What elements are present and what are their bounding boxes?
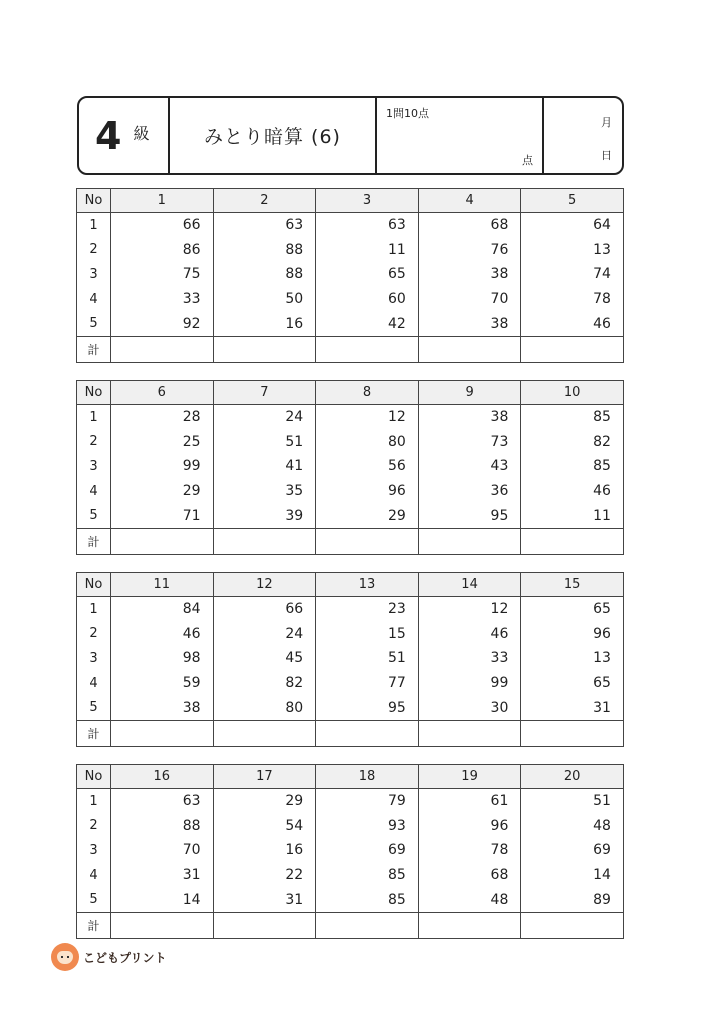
addend-value: 43: [418, 454, 521, 479]
row-number: 1: [77, 789, 111, 814]
no-header: No: [77, 189, 111, 213]
table-row: [77, 503, 624, 528]
addend-value: 78: [521, 287, 624, 312]
total-row: [77, 720, 624, 746]
addend-value: 48: [418, 887, 521, 912]
addend-value: 31: [213, 887, 316, 912]
answer-input-cell[interactable]: [521, 336, 624, 362]
table-row: [77, 287, 624, 312]
table-row: [77, 597, 624, 622]
addend-value: 96: [521, 622, 624, 647]
addend-value: 13: [521, 238, 624, 263]
row-number: 4: [77, 479, 111, 504]
table-row: [77, 454, 624, 479]
addend-value: 61: [418, 789, 521, 814]
addend-value: 85: [521, 454, 624, 479]
addend-value: 28: [111, 405, 214, 430]
row-number: 2: [77, 814, 111, 839]
problem-table-4: [76, 764, 624, 939]
grade-cell: [79, 98, 170, 173]
total-row: [77, 912, 624, 938]
addend-value: 46: [521, 479, 624, 504]
addend-value: 63: [111, 789, 214, 814]
addend-value: 68: [418, 213, 521, 238]
row-number: 5: [77, 311, 111, 336]
total-row: [77, 336, 624, 362]
total-label: 計: [77, 912, 111, 938]
month-label: 月: [601, 116, 612, 129]
addend-value: 38: [418, 262, 521, 287]
addend-value: 14: [111, 887, 214, 912]
addend-value: 88: [213, 262, 316, 287]
addend-value: 99: [418, 671, 521, 696]
addend-value: 11: [521, 503, 624, 528]
row-number: 3: [77, 838, 111, 863]
answer-input-cell[interactable]: [521, 528, 624, 554]
row-number: 4: [77, 863, 111, 888]
answer-input-cell[interactable]: [111, 912, 214, 938]
no-header: No: [77, 381, 111, 405]
row-number: 3: [77, 262, 111, 287]
addend-value: 88: [111, 814, 214, 839]
addend-value: 29: [111, 479, 214, 504]
addend-value: 29: [213, 789, 316, 814]
question-number-header: 4: [418, 189, 521, 213]
problem-table-3: [76, 572, 624, 747]
brand-logo: [51, 943, 167, 971]
addend-value: 12: [316, 405, 419, 430]
table-row: [77, 262, 624, 287]
answer-input-cell[interactable]: [111, 720, 214, 746]
row-number: 5: [77, 503, 111, 528]
question-number-header: 3: [316, 189, 419, 213]
addend-value: 39: [213, 503, 316, 528]
addend-value: 23: [316, 597, 419, 622]
addend-value: 29: [316, 503, 419, 528]
question-number-header: 16: [111, 765, 214, 789]
question-number-header: 15: [521, 573, 624, 597]
addend-value: 85: [316, 887, 419, 912]
addend-value: 33: [111, 287, 214, 312]
question-number-header: 2: [213, 189, 316, 213]
addend-value: 66: [213, 597, 316, 622]
addend-value: 15: [316, 622, 419, 647]
addend-value: 36: [418, 479, 521, 504]
addend-value: 68: [418, 863, 521, 888]
table-row: [77, 311, 624, 336]
row-number: 4: [77, 287, 111, 312]
addend-value: 22: [213, 863, 316, 888]
question-number-header: 11: [111, 573, 214, 597]
answer-input-cell[interactable]: [316, 528, 419, 554]
addend-value: 63: [316, 213, 419, 238]
question-number-header: 1: [111, 189, 214, 213]
addend-value: 63: [213, 213, 316, 238]
addend-value: 60: [316, 287, 419, 312]
answer-input-cell[interactable]: [316, 912, 419, 938]
answer-input-cell[interactable]: [111, 336, 214, 362]
addend-value: 16: [213, 311, 316, 336]
addend-value: 51: [316, 646, 419, 671]
table-row: [77, 838, 624, 863]
total-label: 計: [77, 528, 111, 554]
question-number-header: 9: [418, 381, 521, 405]
addend-value: 95: [418, 503, 521, 528]
addend-value: 82: [213, 671, 316, 696]
addend-value: 46: [418, 622, 521, 647]
answer-input-cell[interactable]: [316, 336, 419, 362]
table-row: [77, 671, 624, 696]
table-row: [77, 646, 624, 671]
addend-value: 30: [418, 695, 521, 720]
score-label: 1問10点: [386, 107, 429, 120]
row-number: 1: [77, 405, 111, 430]
addend-value: 66: [111, 213, 214, 238]
table-row: [77, 405, 624, 430]
answer-input-cell[interactable]: [521, 912, 624, 938]
addend-value: 76: [418, 238, 521, 263]
addend-value: 51: [521, 789, 624, 814]
row-number: 2: [77, 622, 111, 647]
date-box[interactable]: [544, 98, 622, 173]
addend-value: 75: [111, 262, 214, 287]
addend-value: 99: [111, 454, 214, 479]
worksheet-header: [77, 96, 624, 175]
score-unit: 点: [522, 154, 533, 167]
no-header: No: [77, 765, 111, 789]
table-row: [77, 695, 624, 720]
addend-value: 38: [111, 695, 214, 720]
addend-value: 89: [521, 887, 624, 912]
addend-value: 96: [418, 814, 521, 839]
table-row: [77, 863, 624, 888]
addend-value: 98: [111, 646, 214, 671]
addend-value: 38: [418, 405, 521, 430]
addend-value: 70: [418, 287, 521, 312]
brand-name: こどもプリント: [83, 950, 167, 965]
addend-value: 73: [418, 430, 521, 455]
question-number-header: 12: [213, 573, 316, 597]
question-number-header: 19: [418, 765, 521, 789]
answer-input-cell[interactable]: [418, 336, 521, 362]
problem-table-2: [76, 380, 624, 555]
question-number-header: 14: [418, 573, 521, 597]
total-label: 計: [77, 720, 111, 746]
table-row: [77, 238, 624, 263]
cat-face-icon: [51, 943, 79, 971]
answer-input-cell[interactable]: [213, 336, 316, 362]
addend-value: 38: [418, 311, 521, 336]
table-row: [77, 479, 624, 504]
addend-value: 48: [521, 814, 624, 839]
addend-value: 24: [213, 622, 316, 647]
addend-value: 46: [521, 311, 624, 336]
addend-value: 69: [316, 838, 419, 863]
answer-input-cell[interactable]: [418, 720, 521, 746]
table-row: [77, 814, 624, 839]
row-number: 1: [77, 597, 111, 622]
addend-value: 46: [111, 622, 214, 647]
question-number-header: 20: [521, 765, 624, 789]
total-row: [77, 528, 624, 554]
addend-value: 45: [213, 646, 316, 671]
addend-value: 88: [213, 238, 316, 263]
total-label: 計: [77, 336, 111, 362]
no-header: No: [77, 573, 111, 597]
addend-value: 92: [111, 311, 214, 336]
addend-value: 12: [418, 597, 521, 622]
addend-value: 77: [316, 671, 419, 696]
row-number: 2: [77, 430, 111, 455]
addend-value: 80: [213, 695, 316, 720]
addend-value: 84: [111, 597, 214, 622]
addend-value: 79: [316, 789, 419, 814]
addend-value: 35: [213, 479, 316, 504]
question-number-header: 10: [521, 381, 624, 405]
addend-value: 85: [521, 405, 624, 430]
addend-value: 65: [521, 671, 624, 696]
addend-value: 13: [521, 646, 624, 671]
answer-input-cell[interactable]: [213, 528, 316, 554]
addend-value: 78: [418, 838, 521, 863]
addend-value: 74: [521, 262, 624, 287]
addend-value: 25: [111, 430, 214, 455]
addend-value: 54: [213, 814, 316, 839]
problem-table-1: [76, 188, 624, 363]
addend-value: 42: [316, 311, 419, 336]
row-number: 5: [77, 887, 111, 912]
day-label: 日: [601, 149, 612, 162]
question-number-header: 13: [316, 573, 419, 597]
addend-value: 80: [316, 430, 419, 455]
row-number: 4: [77, 671, 111, 696]
row-number: 1: [77, 213, 111, 238]
addend-value: 50: [213, 287, 316, 312]
addend-value: 71: [111, 503, 214, 528]
addend-value: 95: [316, 695, 419, 720]
table-row: [77, 622, 624, 647]
row-number: 3: [77, 454, 111, 479]
question-number-header: 5: [521, 189, 624, 213]
answer-input-cell[interactable]: [418, 912, 521, 938]
addend-value: 86: [111, 238, 214, 263]
addend-value: 96: [316, 479, 419, 504]
addend-value: 33: [418, 646, 521, 671]
addend-value: 31: [111, 863, 214, 888]
addend-value: 31: [521, 695, 624, 720]
answer-input-cell[interactable]: [418, 528, 521, 554]
table-row: [77, 213, 624, 238]
grade-label: 級: [133, 124, 150, 143]
table-row: [77, 430, 624, 455]
addend-value: 56: [316, 454, 419, 479]
addend-value: 64: [521, 213, 624, 238]
answer-input-cell[interactable]: [213, 720, 316, 746]
row-number: 5: [77, 695, 111, 720]
table-row: [77, 887, 624, 912]
addend-value: 82: [521, 430, 624, 455]
row-number: 3: [77, 646, 111, 671]
answer-input-cell[interactable]: [111, 528, 214, 554]
score-box[interactable]: [377, 98, 544, 173]
question-number-header: 6: [111, 381, 214, 405]
row-number: 2: [77, 238, 111, 263]
grade-number: 4: [95, 113, 122, 158]
question-number-header: 8: [316, 381, 419, 405]
question-number-header: 18: [316, 765, 419, 789]
worksheet-title: みとり暗算 (6): [170, 98, 377, 173]
addend-value: 65: [316, 262, 419, 287]
addend-value: 69: [521, 838, 624, 863]
addend-value: 14: [521, 863, 624, 888]
answer-input-cell[interactable]: [521, 720, 624, 746]
question-number-header: 7: [213, 381, 316, 405]
addend-value: 41: [213, 454, 316, 479]
addend-value: 93: [316, 814, 419, 839]
addend-value: 85: [316, 863, 419, 888]
addend-value: 11: [316, 238, 419, 263]
addend-value: 59: [111, 671, 214, 696]
addend-value: 70: [111, 838, 214, 863]
answer-input-cell[interactable]: [316, 720, 419, 746]
question-number-header: 17: [213, 765, 316, 789]
addend-value: 51: [213, 430, 316, 455]
addend-value: 24: [213, 405, 316, 430]
addend-value: 16: [213, 838, 316, 863]
answer-input-cell[interactable]: [213, 912, 316, 938]
table-row: [77, 789, 624, 814]
addend-value: 65: [521, 597, 624, 622]
